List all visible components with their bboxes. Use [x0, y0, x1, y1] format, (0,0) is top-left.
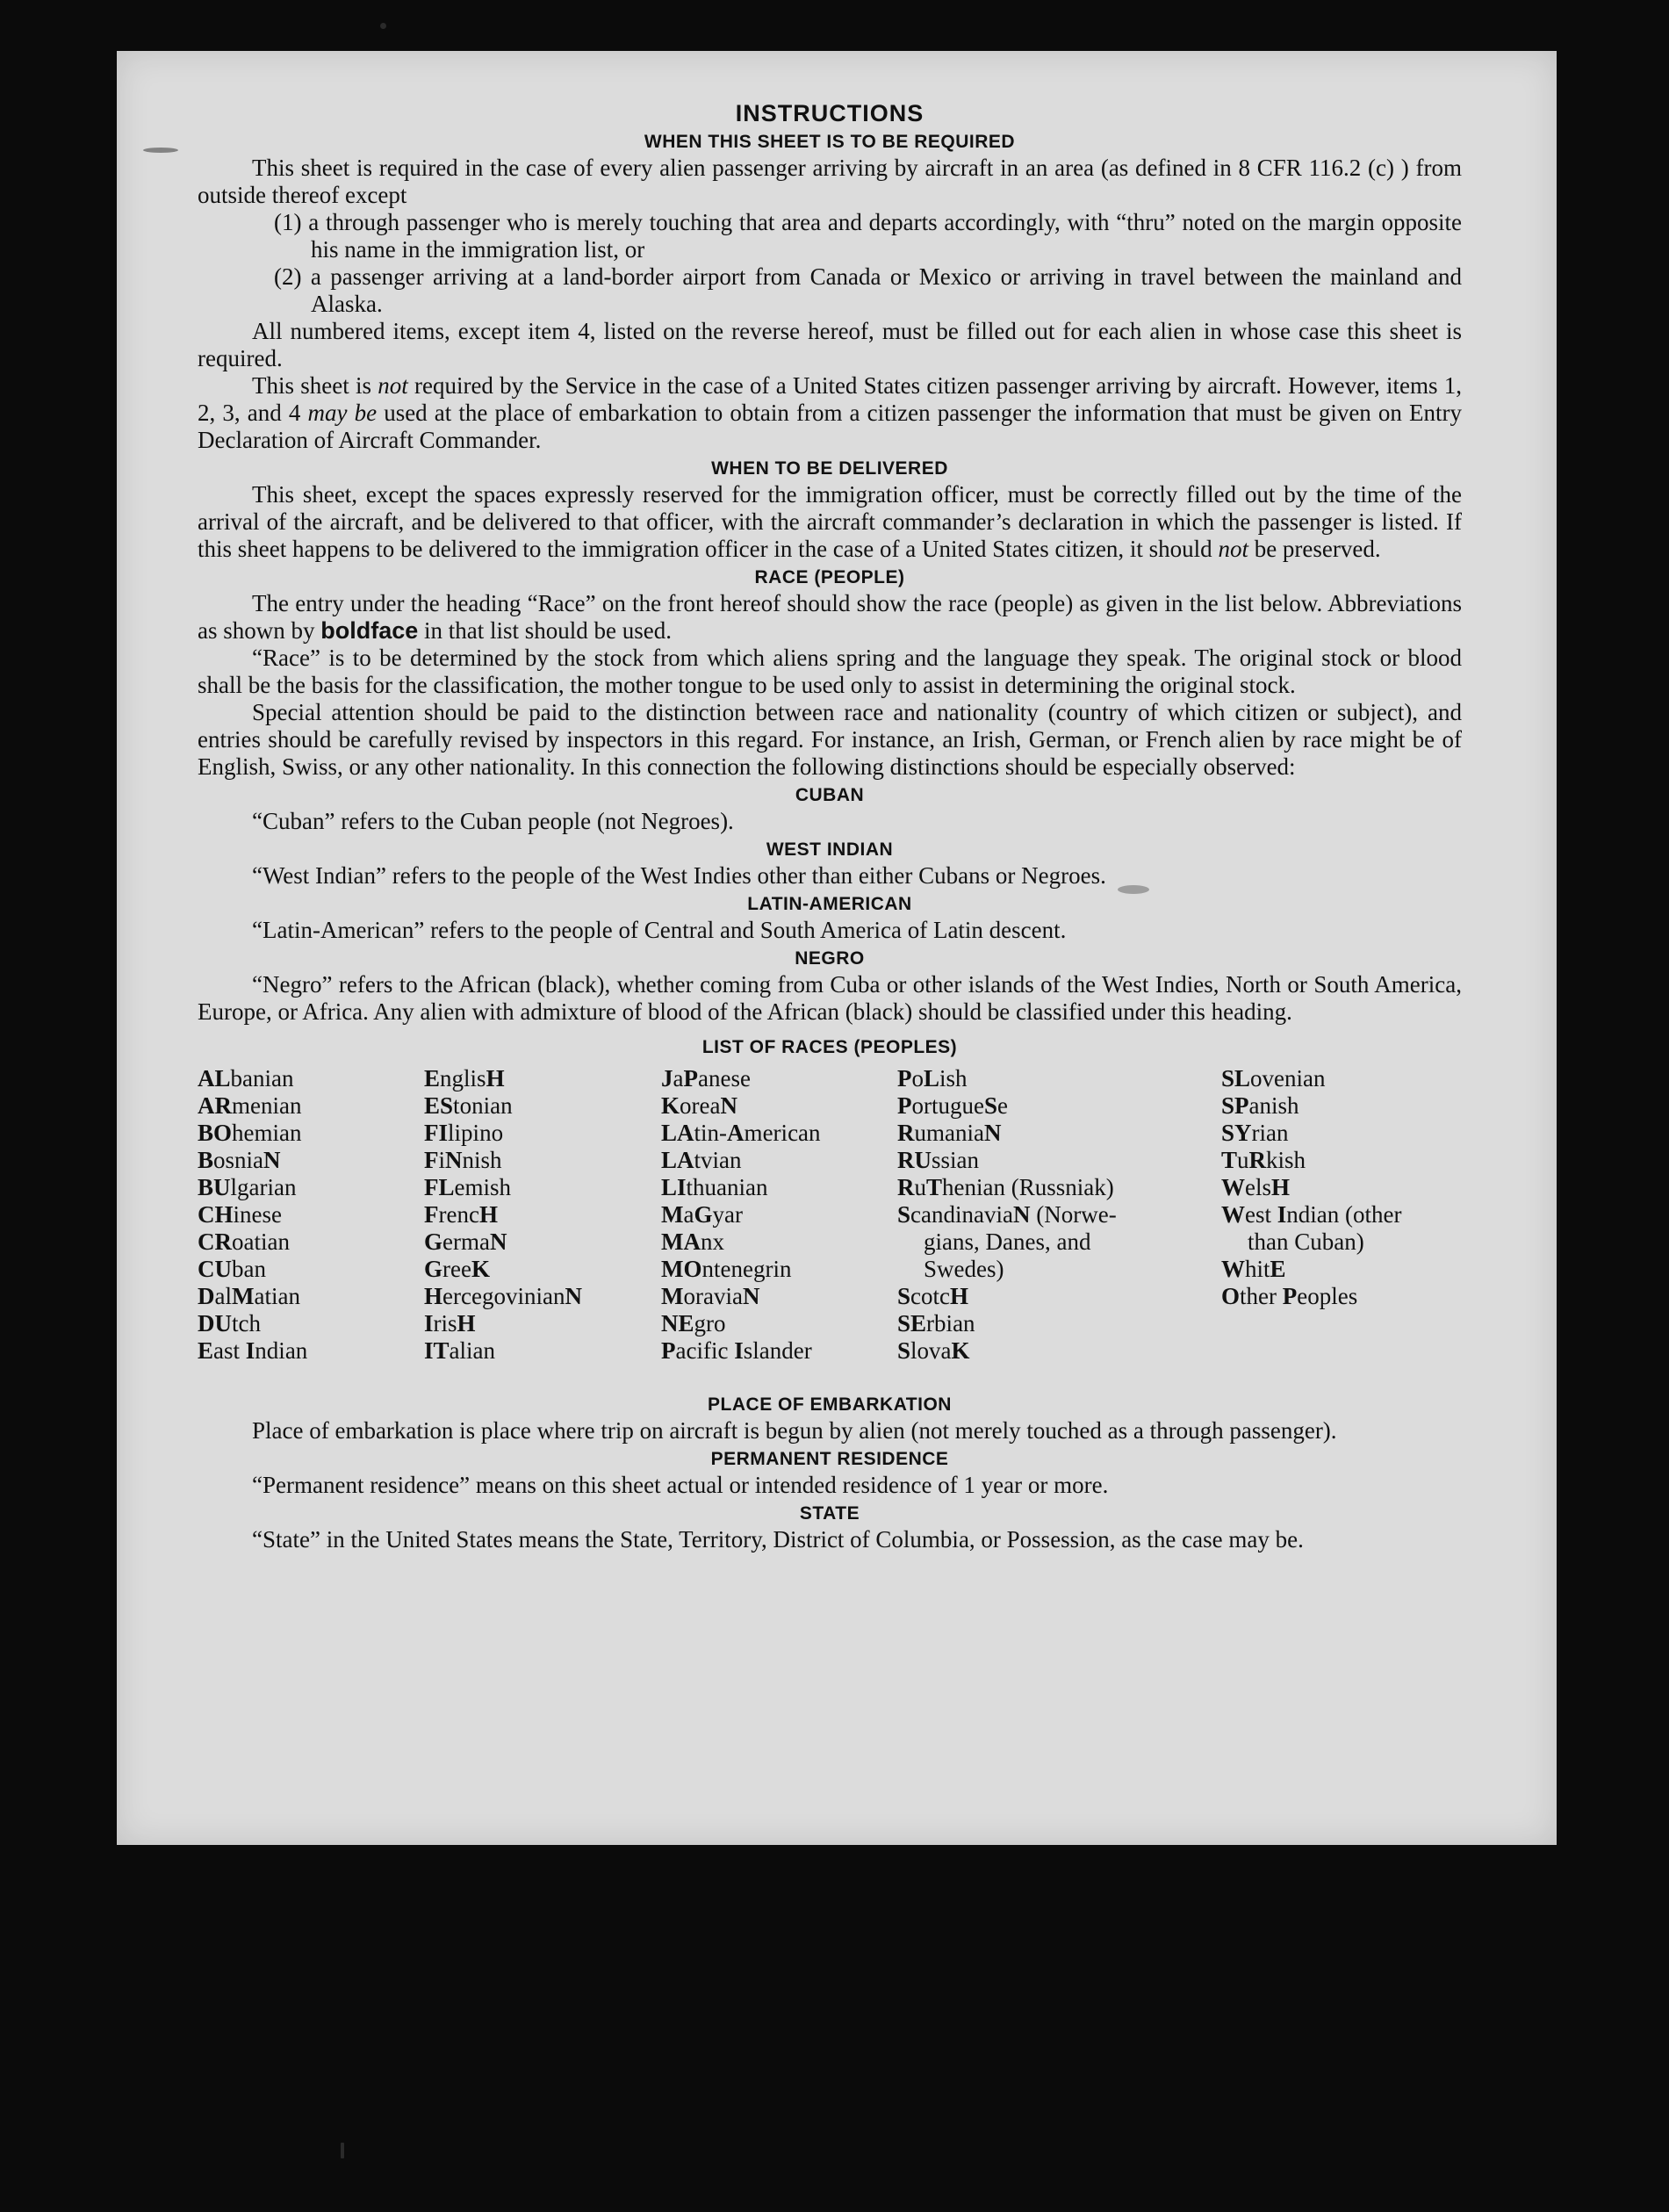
scan-speck — [341, 2143, 344, 2158]
race-entry: FLemish — [424, 1174, 512, 1200]
race-entry: SlovaK — [897, 1337, 970, 1364]
text-run: The entry under the heading “Race” on the front hereof should show the race (people) as given in the list below. Abbreviations as shown by — [198, 590, 1462, 644]
race-entry: than Cuban) — [1248, 1228, 1364, 1255]
race-entry: CRoatian — [198, 1228, 290, 1255]
race-entry: Swedes) — [924, 1256, 1004, 1282]
race-entry: PortugueSe — [897, 1092, 1009, 1119]
section-heading: PERMANENT RESIDENCE — [710, 1449, 949, 1469]
race-entry: MOntenegrin — [661, 1256, 792, 1282]
sheet-content — [198, 100, 1462, 1553]
text-run: in that list should be used. — [424, 617, 673, 644]
race-entry: WelsH — [1221, 1174, 1291, 1200]
race-entry: ALbanian — [198, 1065, 294, 1092]
race-entry: BosniaN — [198, 1147, 281, 1173]
paragraph: “West Indian” refers to the people of the West Indies other than either Cubans or Negroes. — [252, 862, 1106, 889]
italic-text: not — [1218, 536, 1248, 562]
paragraph: All numbered items, except item 4, listed on the reverse hereof, must be filled out for each alien in whose case this sheet is required. — [198, 318, 1462, 371]
section-heading: NEGRO — [795, 948, 865, 969]
race-entry: East Indian — [198, 1337, 308, 1364]
section-heading: LIST OF RACES (PEOPLES) — [701, 1037, 958, 1057]
scan-speck — [380, 23, 386, 29]
paragraph: “Latin-American” refers to the people of Central and South America of Latin descent. — [252, 917, 1067, 943]
race-entry: Pacific Islander — [661, 1337, 812, 1364]
paragraph — [198, 590, 1462, 645]
race-list — [198, 1065, 1462, 1390]
race-entry: SPanish — [1221, 1092, 1299, 1119]
race-column — [661, 1065, 821, 1365]
section-heading: WEST INDIAN — [766, 839, 894, 860]
race-entry: MAnx — [661, 1228, 724, 1255]
race-entry: ARmenian — [198, 1092, 302, 1119]
race-entry: BUlgarian — [198, 1174, 297, 1200]
race-entry: ITalian — [424, 1337, 496, 1364]
race-entry: CHinese — [198, 1201, 283, 1228]
race-entry: RuThenian (Russniak) — [897, 1174, 1114, 1200]
race-entry: WhitE — [1221, 1256, 1286, 1282]
paragraph — [198, 481, 1462, 563]
text-run: This sheet, except the spaces expressly reserved for the immigration officer, must be correctly filled out by the time of the arrival of the aircraft, and be delivered to that officer, with the aircraft commander’s declaration in which the passenger is listed. If this sheet happens to be delivered to the immigration officer in the case of a United States citizen, it should — [198, 481, 1462, 562]
race-entry: HercegovinianN — [424, 1283, 582, 1309]
race-entry: GreeK — [424, 1256, 490, 1282]
paragraph: “Negro” refers to the African (black), whether coming from Cuba or other islands of the West Indies, North or South America, Europe, or Africa. Any alien with admixture of blood of the African (black) should be classified under this heading. — [198, 971, 1462, 1025]
numbered-item: (1) a through passenger who is merely touching that area and departs accordingly, with “thru” noted on the margin opposite his name in the immigration list, or — [274, 209, 1462, 263]
race-entry: NEgro — [661, 1310, 726, 1337]
race-entry: FrencH — [424, 1201, 498, 1228]
race-entry: TuRkish — [1221, 1147, 1306, 1173]
race-entry: EnglisH — [424, 1065, 505, 1092]
race-entry: Other Peoples — [1221, 1283, 1358, 1309]
paragraph: “Cuban” refers to the Cuban people (not Negroes). — [252, 808, 734, 834]
paragraph: “Permanent residence” means on this sheet actual or intended residence of 1 year or more. — [252, 1472, 1109, 1498]
race-entry: DUtch — [198, 1310, 261, 1337]
race-entry: PoLish — [897, 1065, 968, 1092]
race-entry: LIthuanian — [661, 1174, 768, 1200]
race-entry: RUssian — [897, 1147, 980, 1173]
section-heading: PLACE OF EMBARKATION — [708, 1394, 952, 1415]
race-entry: LAtvian — [661, 1147, 742, 1173]
race-entry: LAtin-American — [661, 1120, 821, 1146]
race-entry: MoraviaN — [661, 1283, 760, 1309]
race-entry: RumaniaN — [897, 1120, 1002, 1146]
scan-speck — [143, 148, 178, 153]
instruction-sheet — [117, 51, 1557, 1845]
race-column — [897, 1065, 1117, 1365]
bold-text: boldface — [320, 617, 419, 644]
text-run: used at the place of embarkation to obtain from a citizen passenger the information that must be given on Entry Declaration of Aircraft Commander. — [198, 400, 1463, 453]
section-heading: LATIN-AMERICAN — [747, 894, 912, 914]
race-entry: FiNnish — [424, 1147, 502, 1173]
race-entry: MaGyar — [661, 1201, 743, 1228]
paragraph: Special attention should be paid to the distinction between race and nationality (country of which citizen or subject), and entries should be carefully revised by inspectors in this regard. For instance, an Irish, German, or French alien by race might be of English, Swiss, or any other nationality. In this connection the following distinctions should be especially observed: — [198, 699, 1462, 780]
race-entry: West Indian (other — [1221, 1201, 1402, 1228]
section-heading: CUBAN — [795, 785, 865, 805]
italic-text: not — [378, 372, 408, 399]
paragraph: “Race” is to be determined by the stock from which aliens spring and the language they speak. The original stock or blood shall be the basis for the classification, the mother tongue to be used only to assist in determining the original stock. — [198, 645, 1462, 698]
race-entry: SLovenian — [1221, 1065, 1326, 1092]
paragraph: This sheet is required in the case of every alien passenger arriving by aircraft in an area (as defined in 8 CFR 116.2 (c) ) from outside thereof except — [198, 155, 1462, 208]
race-entry: BOhemian — [198, 1120, 302, 1146]
paragraph — [198, 372, 1462, 454]
race-entry: DalMatian — [198, 1283, 300, 1309]
race-entry: GermaN — [424, 1228, 507, 1255]
race-entry: gians, Danes, and — [924, 1228, 1091, 1255]
race-entry: ScandinaviaN (Norwe- — [897, 1201, 1117, 1228]
numbered-item: (2) a passenger arriving at a land-border airport from Canada or Mexico or arriving in travel between the mainland and Alaska. — [274, 263, 1462, 317]
race-entry: IrisH — [424, 1310, 476, 1337]
section-heading: WHEN TO BE DELIVERED — [711, 458, 948, 479]
race-entry: SYrian — [1221, 1120, 1289, 1146]
race-entry: SErbian — [897, 1310, 975, 1337]
race-entry: CUban — [198, 1256, 266, 1282]
section-heading: RACE (PEOPLE) — [754, 567, 905, 587]
italic-text: may be — [307, 400, 378, 426]
race-entry: KoreaN — [661, 1092, 737, 1119]
paragraph: Place of embarkation is place where trip on aircraft is begun by alien (not merely touched as a through passenger). — [252, 1417, 1337, 1444]
page-title: INSTRUCTIONS — [735, 100, 924, 126]
text-run: This sheet is — [252, 372, 371, 399]
race-entry: JaPanese — [661, 1065, 751, 1092]
section-heading: WHEN THIS SHEET IS TO BE REQUIRED — [644, 132, 1016, 152]
paragraph: “State” in the United States means the State, Territory, District of Columbia, or Possession, as the case may be. — [252, 1526, 1304, 1553]
text-run: be preserved. — [1254, 536, 1381, 562]
section-heading: STATE — [799, 1503, 860, 1524]
race-column — [424, 1065, 582, 1365]
race-entry: ScotcH — [897, 1283, 969, 1309]
race-column — [1221, 1065, 1402, 1310]
race-entry: FIlipino — [424, 1120, 504, 1146]
race-column — [198, 1065, 307, 1365]
race-entry: EStonian — [424, 1092, 513, 1119]
text-run: required by the Service in the case of a United States citizen passenger arriving by aircraft. However, items 1, 2, 3, and 4 — [198, 372, 1463, 426]
